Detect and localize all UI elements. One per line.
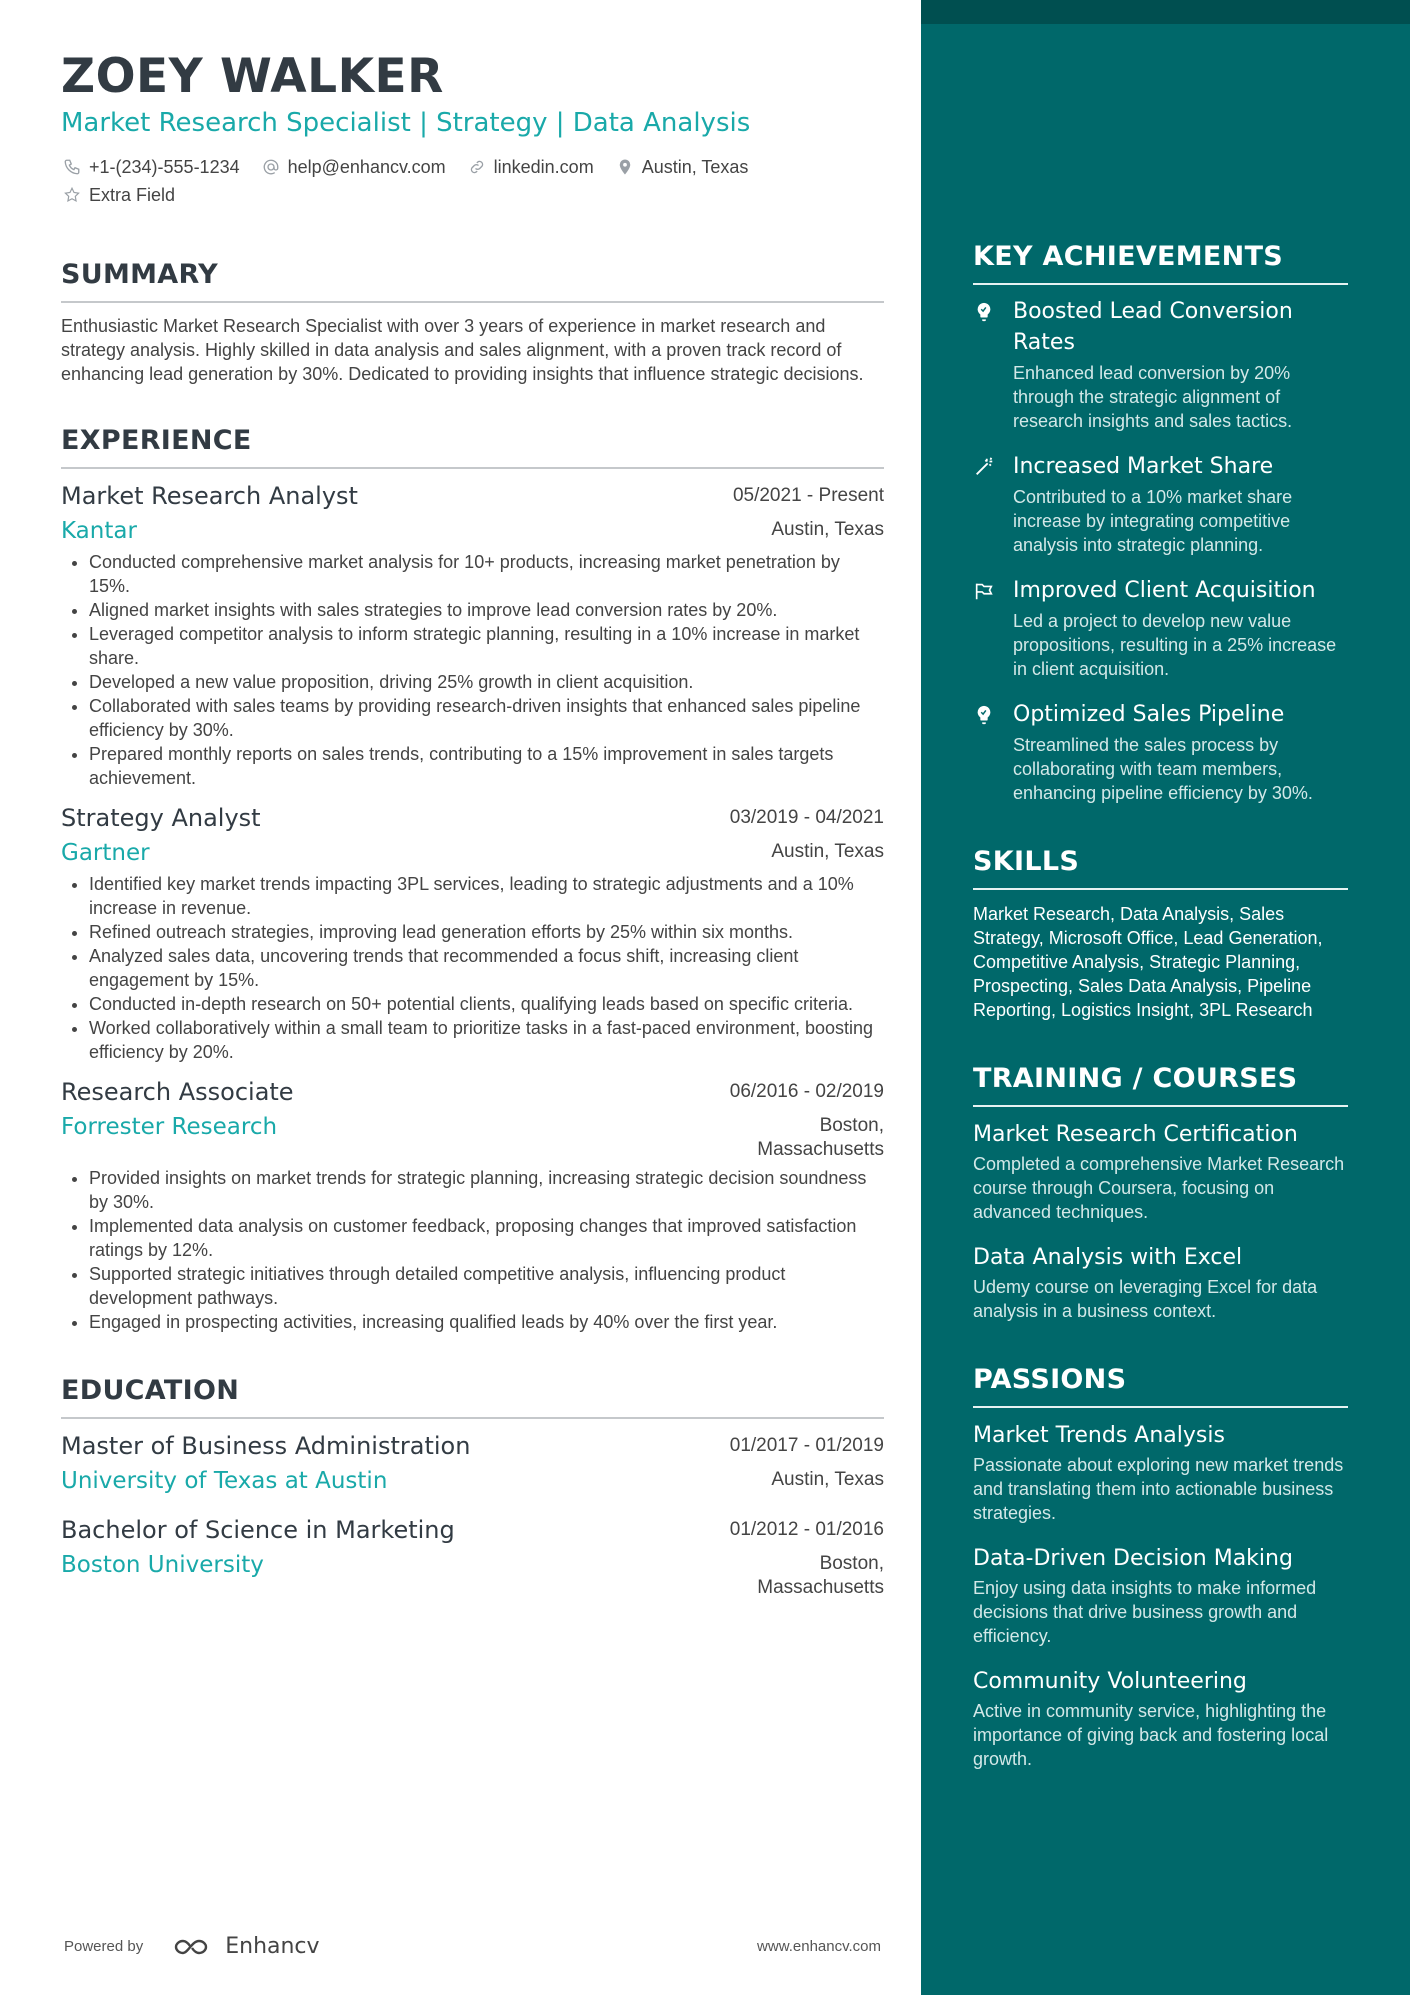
passion-item-desc: Active in community service, highlighting the importance of giving back and fostering local growth. bbox=[973, 1701, 1329, 1769]
bullet-item: • Provided insights on market trends for strategic planning, increasing strategic decision soundness by 30%. bbox=[89, 1166, 884, 1214]
job-location: Austin, Texas bbox=[771, 519, 884, 540]
bullet-item: • Leveraged competitor analysis to inform strategic planning, resulting in a 10% increase in market share. bbox=[89, 622, 884, 670]
passion-item bbox=[973, 1420, 1348, 1525]
education-dates: 01/2012 - 01/2016 bbox=[729, 1519, 884, 1540]
passion-item-title: Data-Driven Decision Making bbox=[973, 1546, 1293, 1571]
achievement-title: Increased Market Share bbox=[1013, 454, 1274, 479]
achievement-desc: Enhanced lead conversion by 20% through the strategic alignment of research insights and sales tactics. bbox=[1013, 363, 1293, 431]
training-item-title: Market Research Certification bbox=[973, 1122, 1298, 1147]
company-name: Gartner bbox=[61, 840, 150, 866]
phone-icon bbox=[61, 157, 83, 177]
bullet-item: • Identified key market trends impacting 3PL services, leading to strategic adjustments and a 10% increase in revenue. bbox=[89, 872, 884, 920]
summary-section bbox=[61, 258, 884, 386]
candidate-name: ZOEY WALKER bbox=[61, 49, 444, 104]
school-location: Austin, Texas bbox=[771, 1469, 884, 1490]
school-location-line: Massachusetts bbox=[757, 1577, 884, 1598]
job-bullets bbox=[61, 872, 884, 1064]
skills-text: Market Research, Data Analysis, Sales Strategy, Microsoft Office, Lead Generation, Competitive Analysis, Strategic Planning, Prospecting, Sales Data Analysis, Pipeline Reporting, Logistics Insight, 3PL Research bbox=[973, 904, 1323, 1020]
location-icon bbox=[614, 157, 636, 177]
bullet-item: • Conducted in-depth research on 50+ potential clients, qualifying leads based on specific criteria. bbox=[89, 992, 884, 1016]
bullet-item: • Engaged in prospecting activities, increasing qualified leads by 40% over the first year. bbox=[89, 1310, 884, 1334]
lightbulb-icon bbox=[973, 296, 1013, 433]
training-item-title: Data Analysis with Excel bbox=[973, 1245, 1243, 1270]
link-icon bbox=[466, 157, 488, 177]
company-name: Kantar bbox=[61, 518, 137, 544]
school-name: University of Texas at Austin bbox=[61, 1468, 388, 1494]
experience-entry bbox=[61, 1076, 884, 1334]
achievement-item bbox=[973, 699, 1348, 805]
headline: Market Research Specialist | Strategy | Data Analysis bbox=[61, 108, 751, 138]
bullet-item: • Conducted comprehensive market analysis for 10+ products, increasing market penetration by 15%. bbox=[89, 550, 884, 598]
achievement-item bbox=[973, 451, 1348, 557]
education-entry bbox=[61, 1430, 884, 1496]
passion-item-desc: Passionate about exploring new market trends and translating them into actionable business strategies. bbox=[973, 1455, 1344, 1523]
degree-title: Master of Business Administration bbox=[61, 1432, 471, 1460]
education-title: EDUCATION bbox=[61, 1374, 884, 1419]
passion-item-title: Market Trends Analysis bbox=[973, 1423, 1225, 1448]
email-icon bbox=[260, 157, 282, 177]
education-section bbox=[61, 1374, 884, 1600]
contact-list bbox=[61, 156, 884, 206]
achievement-item bbox=[973, 296, 1348, 433]
school-location-line: Boston, bbox=[819, 1553, 884, 1574]
star-icon bbox=[61, 185, 83, 205]
achievements-section bbox=[973, 240, 1348, 805]
passion-item bbox=[973, 1543, 1348, 1648]
bullet-item: • Analyzed sales data, uncovering trends that recommended a focus shift, increasing client engagement by 15%. bbox=[89, 944, 884, 992]
achievement-desc: Led a project to develop new value propositions, resulting in a 25% increase in client acquisition. bbox=[1013, 611, 1337, 679]
bullet-item: • Developed a new value proposition, driving 25% growth in client acquisition. bbox=[89, 670, 884, 694]
enhancv-logo-text: Enhancv bbox=[225, 1934, 320, 1959]
experience-entry bbox=[61, 480, 884, 790]
passions-section bbox=[973, 1363, 1348, 1771]
bullet-item: • Implemented data analysis on customer feedback, proposing changes that improved satisfaction ratings by 12%. bbox=[89, 1214, 884, 1262]
contact-phone[interactable] bbox=[61, 156, 240, 178]
job-location bbox=[757, 1114, 884, 1162]
achievements-title: KEY ACHIEVEMENTS bbox=[973, 240, 1348, 285]
passion-item bbox=[973, 1666, 1348, 1771]
training-item-desc: Udemy course on leveraging Excel for data analysis in a business context. bbox=[973, 1277, 1318, 1321]
lightbulb-icon bbox=[973, 699, 1013, 805]
training-title: TRAINING / COURSES bbox=[973, 1062, 1348, 1107]
school-location bbox=[757, 1552, 884, 1600]
bullet-item: • Aligned market insights with sales strategies to improve lead conversion rates by 20%. bbox=[89, 598, 884, 622]
achievement-title: Optimized Sales Pipeline bbox=[1013, 702, 1285, 727]
phone-text: +1-(234)-555-1234 bbox=[89, 156, 240, 177]
company-name: Forrester Research bbox=[61, 1114, 278, 1140]
contact-linkedin[interactable] bbox=[466, 156, 594, 178]
footer-url[interactable]: www.enhancv.com bbox=[757, 1938, 881, 1955]
training-section bbox=[973, 1062, 1348, 1323]
sidebar bbox=[921, 0, 1410, 1995]
passion-item-desc: Enjoy using data insights to make informed decisions that drive business growth and efficiency. bbox=[973, 1578, 1317, 1646]
achievement-item bbox=[973, 575, 1348, 681]
training-item bbox=[973, 1242, 1348, 1323]
job-location-line: Massachusetts bbox=[757, 1139, 884, 1160]
magic-wand-icon bbox=[973, 451, 1013, 557]
bullet-item: • Worked collaboratively within a small team to prioritize tasks in a fast-paced environment, boosting efficiency by 20%. bbox=[89, 1016, 884, 1064]
skills-section bbox=[973, 845, 1348, 1022]
contact-email[interactable] bbox=[260, 156, 446, 178]
achievement-desc: Contributed to a 10% market share increase by integrating competitive analysis into strategic planning. bbox=[1013, 487, 1293, 555]
degree-title: Bachelor of Science in Marketing bbox=[61, 1516, 455, 1544]
bullet-item: • Prepared monthly reports on sales trends, contributing to a 15% improvement in sales targets achievement. bbox=[89, 742, 884, 790]
education-dates: 01/2017 - 01/2019 bbox=[729, 1435, 884, 1456]
flag-icon bbox=[973, 575, 1013, 681]
contact-location bbox=[614, 156, 749, 178]
job-dates: 06/2016 - 02/2019 bbox=[729, 1081, 884, 1102]
job-title: Market Research Analyst bbox=[61, 482, 358, 510]
email-text: help@enhancv.com bbox=[287, 156, 446, 177]
training-item bbox=[973, 1119, 1348, 1224]
achievement-desc: Streamlined the sales process by collaborating with team members, enhancing pipeline efficiency by 30%. bbox=[1013, 735, 1313, 803]
contact-extra bbox=[61, 184, 175, 206]
location-text: Austin, Texas bbox=[641, 156, 749, 177]
job-dates: 05/2021 - Present bbox=[732, 485, 884, 506]
passions-title: PASSIONS bbox=[973, 1363, 1348, 1408]
footer bbox=[64, 1934, 881, 1959]
bullet-item: • Refined outreach strategies, improving lead generation efforts by 25% within six months. bbox=[89, 920, 884, 944]
school-name: Boston University bbox=[61, 1552, 264, 1578]
skills-title: SKILLS bbox=[973, 845, 1348, 890]
experience-title: EXPERIENCE bbox=[61, 424, 884, 469]
job-location: Austin, Texas bbox=[771, 841, 884, 862]
training-item-desc: Completed a comprehensive Market Research course through Coursera, focusing on advanced techniques. bbox=[973, 1154, 1345, 1222]
sidebar-top-bar bbox=[921, 0, 1410, 24]
experience-section bbox=[61, 424, 884, 1334]
passion-item-title: Community Volunteering bbox=[973, 1669, 1247, 1694]
bullet-item: • Collaborated with sales teams by providing research-driven insights that enhanced sales pipeline efficiency by 30%. bbox=[89, 694, 884, 742]
enhancv-logo[interactable] bbox=[171, 1934, 319, 1959]
experience-entry bbox=[61, 802, 884, 1064]
job-location-line: Boston, bbox=[819, 1115, 884, 1136]
powered-by-label: Powered by bbox=[64, 1938, 144, 1955]
bullet-item: • Supported strategic initiatives through detailed competitive analysis, influencing product development pathways. bbox=[89, 1262, 884, 1310]
linkedin-text: linkedin.com bbox=[493, 156, 594, 177]
extra-field-text: Extra Field bbox=[89, 184, 176, 205]
job-title: Strategy Analyst bbox=[61, 804, 261, 832]
education-entry bbox=[61, 1514, 884, 1600]
summary-text: Enthusiastic Market Research Specialist with over 3 years of experience in market research and strategy analysis. Highly skilled in data analysis and sales alignment, with a proven track record of enhancing lead generation by 30%. Dedicated to providing insights that influence strategic decisions. bbox=[61, 316, 864, 384]
enhancv-logo-icon bbox=[171, 1935, 217, 1959]
job-bullets bbox=[61, 1166, 884, 1334]
summary-title: SUMMARY bbox=[61, 258, 884, 303]
powered-by bbox=[64, 1934, 320, 1959]
job-bullets bbox=[61, 550, 884, 790]
job-title: Research Associate bbox=[61, 1078, 294, 1106]
job-dates: 03/2019 - 04/2021 bbox=[729, 807, 884, 828]
achievement-title: Boosted Lead Conversion Rates bbox=[1013, 299, 1293, 355]
achievement-title: Improved Client Acquisition bbox=[1013, 578, 1316, 603]
